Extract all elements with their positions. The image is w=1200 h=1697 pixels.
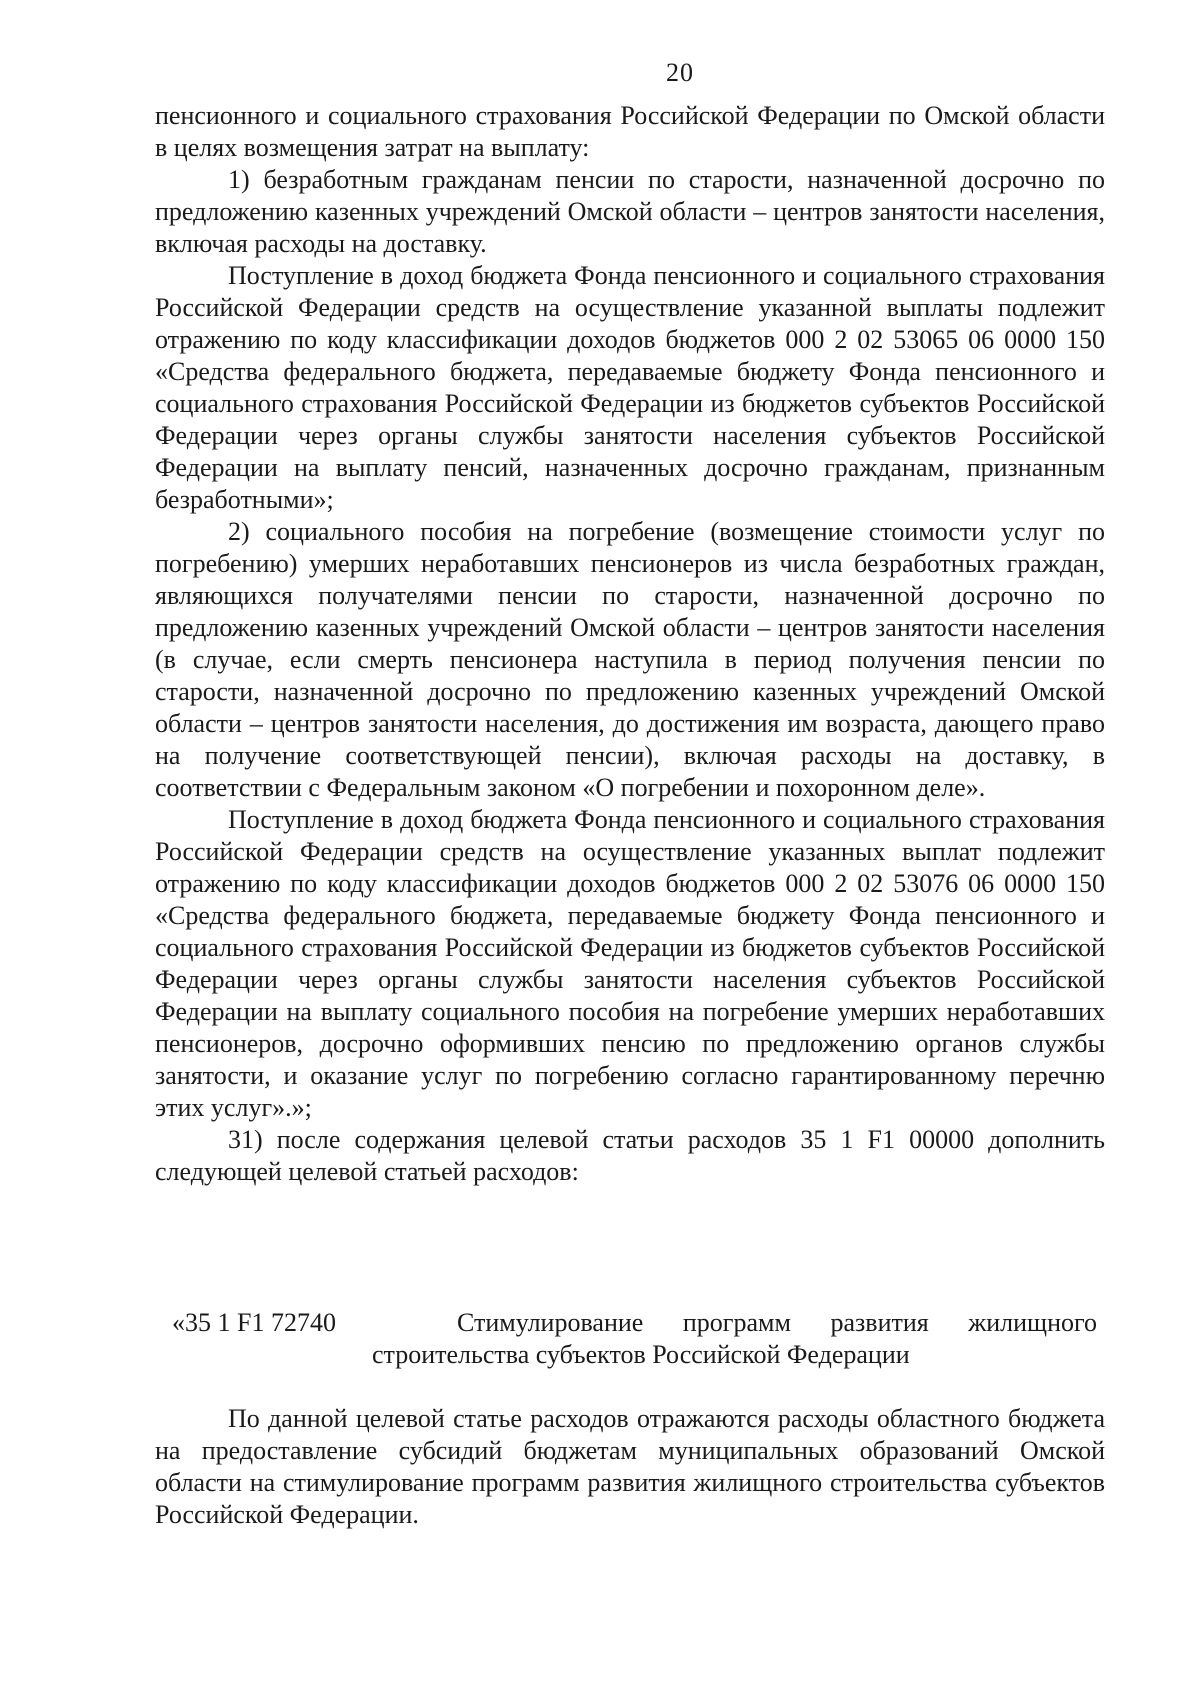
- budget-item-code: «35 1 F1 72740: [172, 1308, 336, 1337]
- paragraph-item-2: 2) социального пособия на погребение (возмещение стоимости услуг по погребению) умерших неработавших пенсионеров из числа безработных граждан, являющихся получателями пенсии по старости, назначенной досрочно по предложению казенных учреждений Омской области – центров занятости населения (в случае, если смерть пенсионера наступила в период получения пенсии по старости, назначенной досрочно по предложению казенных учреждений Омской области – центров занятости населения, до достижения им возраста, дающего право на получение соответствующей пенсии), включая расходы на доставку, в соответствии с Федеральным законом «О погребении и похоронном деле».: [155, 517, 1105, 802]
- document-body: [155, 100, 1105, 1188]
- paragraph-revenue-code-53065: Поступление в доход бюджета Фонда пенсионного и социального страхования Российской Федерации средств на осуществление указанной выплаты подлежит отражению по коду классификации доходов бюджетов 000 2 02 53065 06 0000 150 «Средства федерального бюджета, передаваемые бюджету Фонда пенсионного и социального страхования Российской Федерации из бюджетов субъектов Российской Федерации через органы службы занятости населения субъектов Российской Федерации на выплату пенсий, назначенных досрочно гражданам, признанным безработными»;: [155, 261, 1105, 514]
- paragraph-final: По данной целевой статье расходов отражаются расходы областного бюджета на предоставление субсидий бюджетам муниципальных образований Омской области на стимулирование программ развития жилищного строительства субъектов Российской Федерации.: [155, 1404, 1105, 1529]
- paragraph-revenue-code-53076: Поступление в доход бюджета Фонда пенсионного и социального страхования Российской Федерации средств на осуществление указанных выплат подлежит отражению по коду классификации доходов бюджетов 000 2 02 53076 06 0000 150 «Средства федерального бюджета, передаваемые бюджету Фонда пенсионного и социального страхования Российской Федерации из бюджетов субъектов Российской Федерации через органы службы занятости населения субъектов Российской Федерации на выплату социального пособия на погребение умерших неработавших пенсионеров, досрочно оформивших пенсию по предложению органов службы занятости, и оказание услуг по погребению согласно гарантированному перечню этих услуг».»;: [155, 805, 1105, 1122]
- budget-item-description: Стимулирование программ развития жилищного строительства субъектов Российской Федерации: [372, 1308, 1097, 1369]
- paragraph-continuation: пенсионного и социального страхования Российской Федерации по Омской области в целях возмещения затрат на выплату:: [155, 101, 1105, 162]
- paragraph-item-1: 1) безработным гражданам пенсии по старости, назначенной досрочно по предложению казенных учреждений Омской области – центров занятости населения, включая расходы на доставку.: [155, 165, 1105, 258]
- page-number: 20: [666, 58, 694, 87]
- paragraph-item-31: 31) после содержания целевой статьи расходов 35 1 F1 00000 дополнить следующей целевой статьей расходов:: [155, 1125, 1105, 1186]
- final-paragraph-block: [155, 1403, 1105, 1531]
